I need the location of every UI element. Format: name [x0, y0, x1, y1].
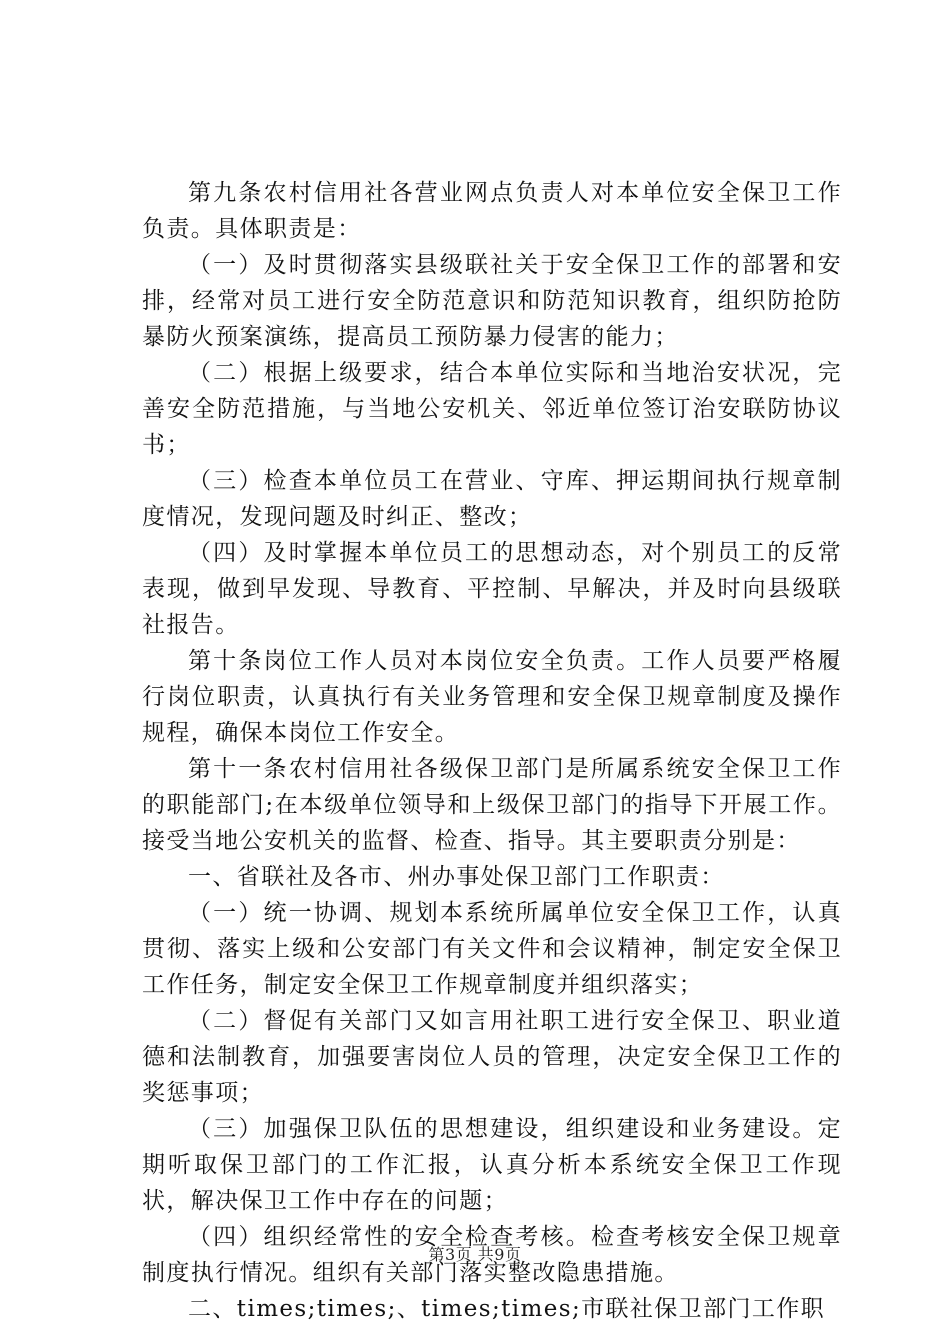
paragraph-section-2: 二、times;times;、times;times;市联社保卫部门工作职 [188, 1296, 826, 1322]
paragraph-section-1-item-2: （二）督促有关部门又如言用社职工进行安全保卫、职业道德和法制教育，加强要害岗位人员的管理，决定安全保卫工作的奖惩事项； [142, 1008, 842, 1106]
document-body [142, 175, 842, 1327]
page-footer [0, 1245, 950, 1265]
paragraph-section-1-item-3: （三）加强保卫队伍的思想建设，组织建设和业务建设。定期听取保卫部门的工作汇报，认真分析本系统安全保卫工作现状，解决保卫工作中存在的问题； [142, 1116, 842, 1214]
page-number-label: 第3页 共9页 [428, 1245, 522, 1264]
paragraph-article-9: 第九条农村信用社各营业网点负责人对本单位安全保卫工作负责。具体职责是： [142, 180, 842, 242]
paragraph-article-11: 第十一条农村信用社各级保卫部门是所属系统安全保卫工作的职能部门;在本级单位领导和上级保卫部门的指导下开展工作。接受当地公安机关的监督、检查、指导。其主要职责分别是： [142, 756, 842, 854]
paragraph-section-1: 一、省联社及各市、州办事处保卫部门工作职责： [188, 864, 725, 890]
paragraph-item-2: （二）根据上级要求，结合本单位实际和当地治安状况，完善安全防范措施，与当地公安机关、邻近单位签订治安联防协议书； [142, 360, 842, 458]
paragraph-section-1-item-1: （一）统一协调、规划本系统所属单位安全保卫工作，认真贯彻、落实上级和公安部门有关文件和会议精神，制定安全保卫工作任务，制定安全保卫工作规章制度并组织落实； [142, 900, 842, 998]
paragraph-item-1: （一）及时贯彻落实县级联社关于安全保卫工作的部署和安排，经常对员工进行安全防范意识和防范知识教育，组织防抢防暴防火预案演练，提高员工预防暴力侵害的能力； [142, 252, 842, 350]
paragraph-section-1-item-4: （四）组织经常性的安全检查考核。检查考核安全保卫规章制度执行情况。组织有关部门落实整改隐患措施。 [142, 1224, 842, 1286]
paragraph-item-4: （四）及时掌握本单位员工的思想动态，对个别员工的反常表现，做到早发现、导教育、平控制、早解决，并及时向县级联社报告。 [142, 540, 842, 638]
paragraph-article-10: 第十条岗位工作人员对本岗位安全负责。工作人员要严格履行岗位职责，认真执行有关业务管理和安全保卫规章制度及操作规程，确保本岗位工作安全。 [142, 648, 842, 746]
paragraph-item-3: （三）检查本单位员工在营业、守库、押运期间执行规章制度情况，发现问题及时纠正、整改； [142, 468, 842, 530]
